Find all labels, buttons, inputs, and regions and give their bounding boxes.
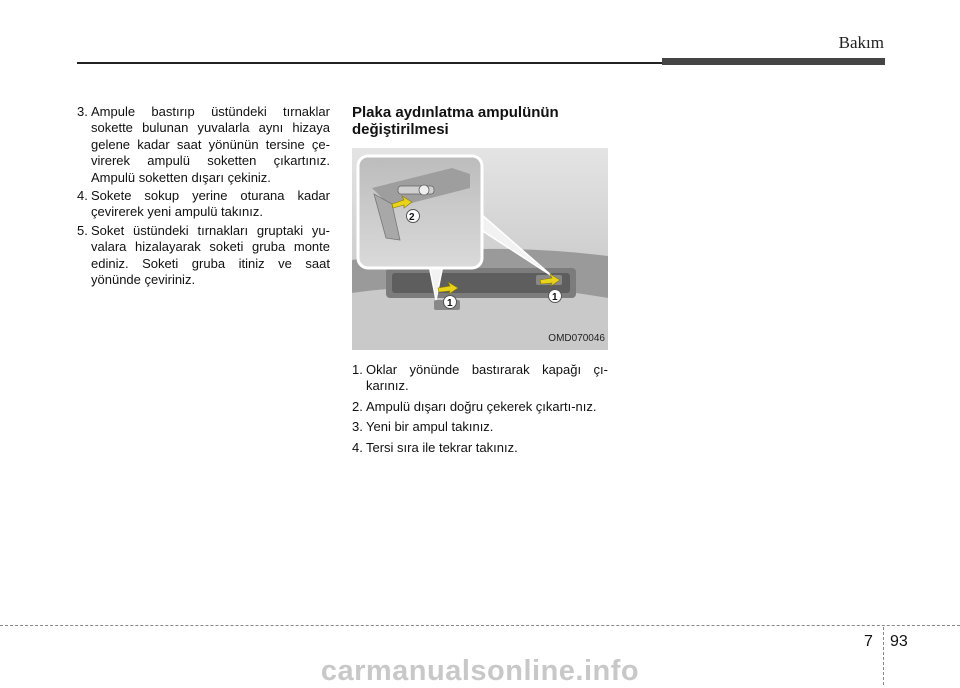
step-text: Ampulü dışarı doğru çekerek çıkartı-nız. <box>366 398 597 414</box>
middle-column <box>352 104 608 460</box>
license-lamp-illustration <box>352 148 608 350</box>
license-lamp-figure <box>352 148 608 350</box>
step-number: 3. <box>77 104 88 119</box>
step-number: 4. <box>352 439 363 455</box>
watermark-text: carmanualsonline.info <box>320 655 640 687</box>
step-number: 1. <box>352 362 363 377</box>
step-number: 5. <box>77 222 88 238</box>
step-text: Soket üstündeki tırnakları gruptaki yu-valara hizalayarak soketi gruba monte ediniz. Soketi gruba itiniz ve saat yönünde çeviriniz. <box>91 222 330 288</box>
header-rule <box>77 62 667 64</box>
footer-divider <box>0 625 960 626</box>
callout-label: 2 <box>409 212 415 223</box>
list-item <box>352 440 608 456</box>
page-header-title: Bakım <box>838 33 884 52</box>
step-text: Oklar yönünde bastırarak kapağı çı-karınız. <box>366 362 608 394</box>
left-step-list <box>77 104 330 288</box>
list-item <box>352 362 608 395</box>
step-text: Yeni bir ampul takınız. <box>366 419 494 435</box>
figure-code: OMD070046 <box>548 332 605 344</box>
step-text: Ampule bastırıp üstündeki tırnaklar sokette bulunan yuvalarla aynı hizaya gelene kadar saat yönünün tersine çe-virerek ampulü soketten çıkartınız. Ampulü soketten dışarı çekiniz. <box>91 104 330 185</box>
step-number: 3. <box>352 419 363 435</box>
list-item <box>77 223 330 289</box>
callout-label: 1 <box>447 298 453 309</box>
left-column <box>77 104 330 290</box>
list-item <box>77 104 330 186</box>
middle-step-list <box>352 362 608 456</box>
page-number: 93 <box>890 633 908 650</box>
callout-label: 1 <box>552 292 558 303</box>
header-rule-accent <box>662 58 885 65</box>
step-text: Tersi sıra ile tekrar takınız. <box>366 439 518 455</box>
step-number: 2. <box>352 398 363 414</box>
list-item <box>352 419 608 435</box>
list-item <box>352 399 608 415</box>
step-text: Sokete sokup yerine oturana kadar çevirerek yeni ampulü takınız. <box>91 188 330 220</box>
chapter-number: 7 <box>864 633 873 650</box>
list-item <box>77 188 330 221</box>
step-number: 4. <box>77 188 88 204</box>
section-title: Plaka aydınlatma ampulünün değiştirilmesi <box>352 104 559 138</box>
